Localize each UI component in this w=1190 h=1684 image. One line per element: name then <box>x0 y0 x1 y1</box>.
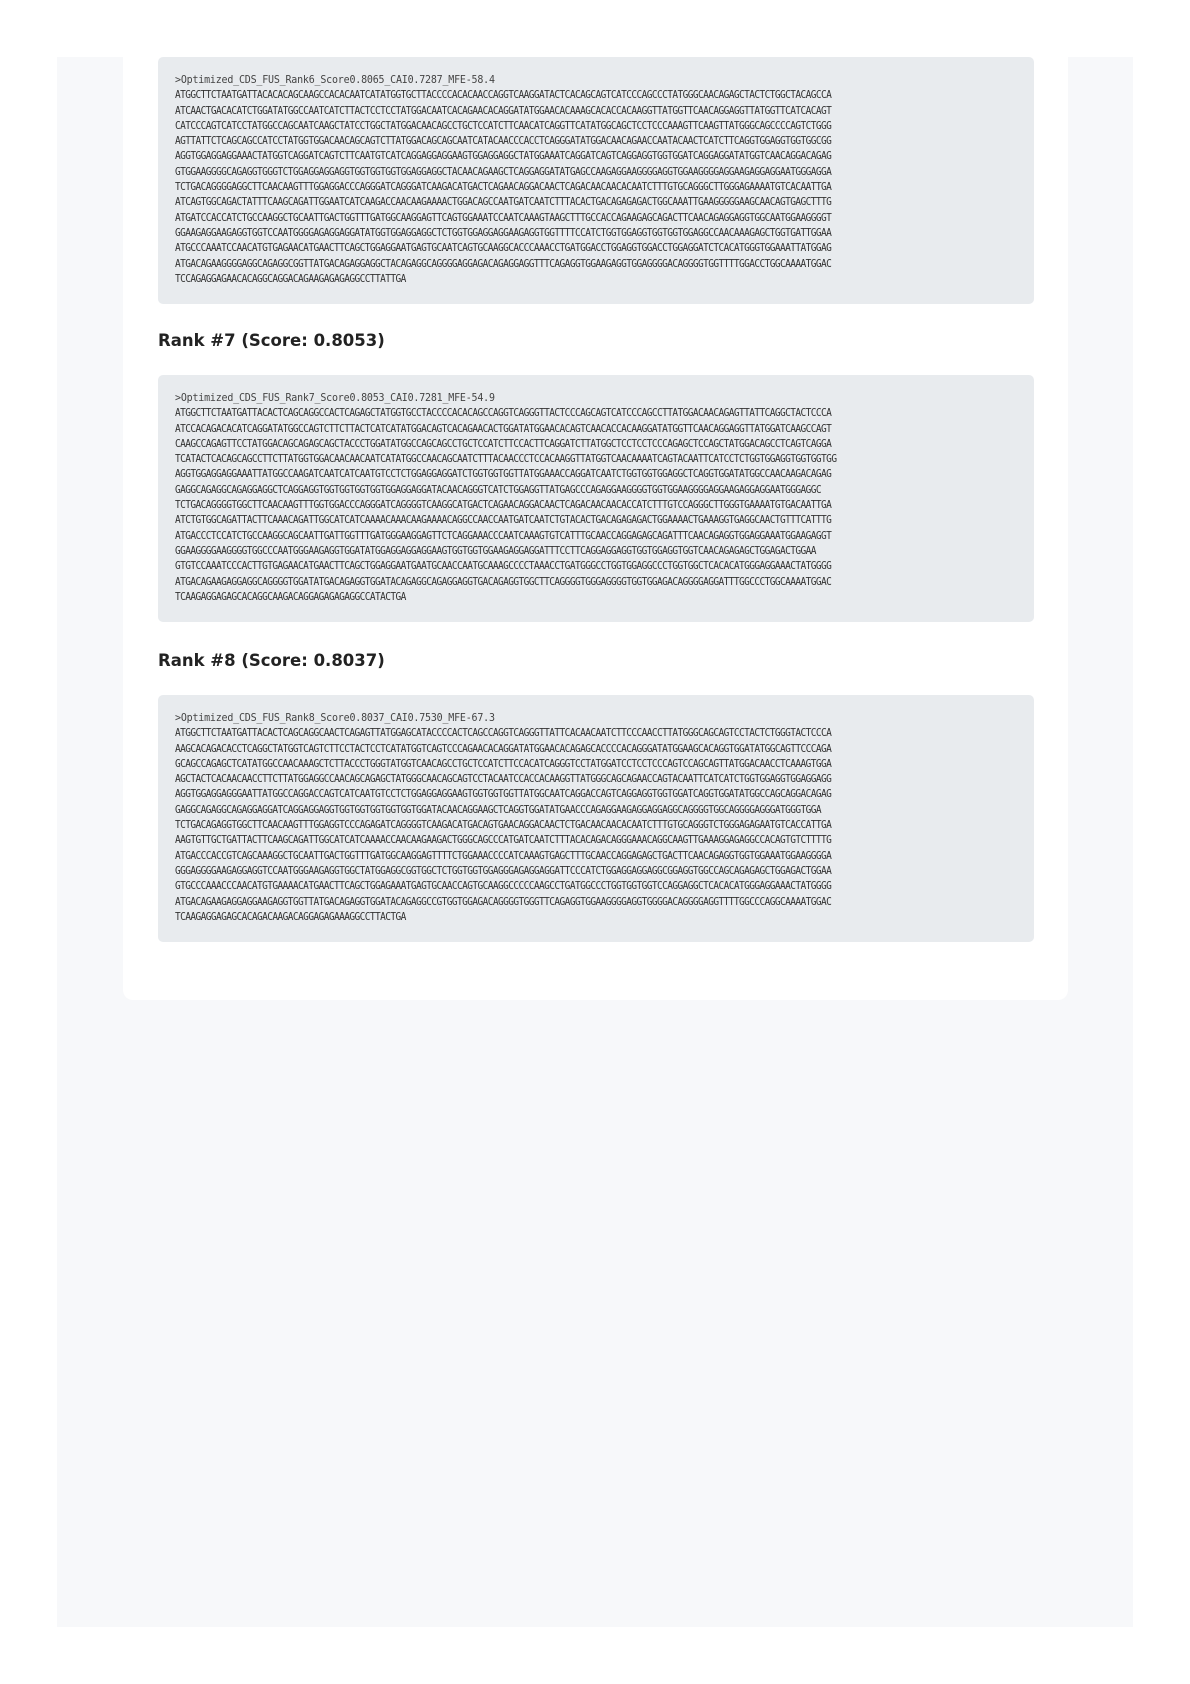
sequence-line: GGAAGAGGAAGAGGTGGTCCAATGGGGAGAGGAGGATATGGTGGAGGAGGCTCTGGTGGAGGAGGAAGAGGTGGTTTTCCATCTGGTGGAGGTGGTGGTGGAGGCCAACAAAGAGCTGGTGATTGGAA <box>175 227 832 239</box>
sequence-line: GCAGCCAGAGCTCATATGGCCAACAAAGCTCTTACCCTGGGTATGGTCAACAGCCTGCTCCATCTTCCACATCAGGGTCCTATGGATCCTCCTCCCAGTCCAGCAGTTATGGACAACCTCAAAGTGGA <box>175 758 832 770</box>
sequence-line: GAGGCAGAGGCAGAGGAGGCTCAGGAGGTGGTGGTGGTGGTGGAGGAGGATACAACAGGGTCATCTGGAGGTTATGAGCCCAGAGGAAGGGGTGGTGGAAGGGGAGGAAGAGGAGGAATGGGAGGC <box>175 484 822 496</box>
sequence-line: ATGGCTTCTAATGATTACACACAGCAAGCCACACAATCATATGGTGCTTACCCCACACAACCAGGTCAAGGATACTCACAGCAGTCATCCCAGCCCTATGGGCAACAGAGCTACTCTGGCTACAGCCA <box>175 90 832 102</box>
sequence-block-rank8 <box>158 695 1034 942</box>
sequence-line: GTGGAAGGGGCAGAGGTGGGTCTGGAGGAGGAGGTGGTGGTGGTGGAGGAGGCTACAACAGAAGCTCAGGAGGATATGAGCCAAGAGGAAGGGGAGGTGGAAGGGGAGGAAGAGGAGGAATGGGAGGA <box>175 166 832 178</box>
sequence-line: GGAAGGGGAAGGGGTGGCCCAATGGGAAGAGGTGGATATGGAGGAGGAGGAAGTGGTGGTGGAAGAGGAGGATTTCCTTCAGGAGGAGGTGGTGGAGGTGGTCAACAGAGAGCTGGAGACTGGAA <box>175 545 816 557</box>
sequence-line: TCAAGAGGAGAGCACAGACAAGACAGGAGAGAAAGGCCTTACTGA <box>175 911 406 923</box>
sequence-line: CATCCCAGTCATCCTATGGCCAGCAATCAAGCTATCCTGGCTATGGACAACAGCCTGCTCCATCTTCAACATCAGGTTCATATGGCAGCTCCTCCCAAAGTTCAAGTTATGGGCAGCCCCAGTCTGGG <box>175 120 832 132</box>
rank-title: Rank #7 (Score: 0.8053) <box>158 331 385 350</box>
sequence-line: ATGACCCTCCATCTGCCAAGGCAGCAATTGATTGGTTTGATGGGAAGGAGTTCTCAGGAAACCCAATCAAAGTGTCATTTGCAACCAGGAGAGCAGATTTCAACAGAGGTGGAGGAAATGGAAGAGGT <box>175 530 832 542</box>
sequence-line: ATCCACAGACACATCAGGATATGGCCAGTCTTCTTACTCATCATATGGACAGTCACAGAACACTGGATATGGAACACAGTCAACACCACAAGGATATGGTTCAACAGGAGGTTATGGATCAAGCCAGT <box>175 423 832 435</box>
sequence-line: GGGAGGGGAAGAGGAGGTCCAATGGGAAGAGGTGGCTATGGAGGCGGTGGCTCTGGTGGTGGAGGGAGAGGAGGATTCCCATCTGGAGGAGGAGGCGGAGGTGGCCAGCAGAGAGCTGGAGACTGGAA <box>175 865 832 877</box>
sequence-line: CAAGCCAGAGTTCCTATGGACAGCAGAGCAGCTACCCTGGATATGGCCAGCAGCCTGCTCCATCTTCCACTTCAGGATCTTATGGCTCCTCCTCCCAGAGCTCCAGCTATGGACAGCCTCAGTCAGGA <box>175 438 832 450</box>
sequence-line: ATGACAGAAGGGGAGGCAGAGGCGGTTATGACAGAGGAGGCTACAGAGGCAGGGGAGGAGACAGAGGAGGTTTCAGAGGTGGAAGAGGTGGAGGGGACAGGGGTGGTTTTGGACCTGGCAAAATGGAC <box>175 258 832 270</box>
sequence-line: AGCTACTCACAACAACCTTCTTATGGAGGCCAACAGCAGAGCTATGGGCAACAGCAGTCCTACAATCCACCACAAGGTTATGGGCAGCAGAACCAGTACAATTCATCATCTGGTGGAGGTGGAGGAGG <box>175 774 832 786</box>
sequence-block-rank7 <box>158 375 1034 622</box>
sequence-line: ATGCCCAAATCCAACATGTGAGAACATGAACTTCAGCTGGAGGAATGAGTGCAATCAGTGCAAGGCACCCAAACCTGATGGACCTGGAGGTGGACCTGGAGGATCTCACATGGGTGGAAATTATGGAG <box>175 243 832 255</box>
fasta-header: >Optimized_CDS_FUS_Rank8_Score0.8037_CAI0.7530_MFE-67.3 <box>175 713 495 724</box>
sequence-line: ATGACCCACCGTCAGCAAAGGCTGCAATTGACTGGTTTGATGGCAAGGAGTTTTCTGGAAACCCCATCAAAGTGAGCTTTGCAACCAGGAGAGCTGACTTCAACAGAGGTGGTGGAAATGGAAGGGGA <box>175 850 832 862</box>
sequence-line: ATGGCTTCTAATGATTACACTCAGCAGGCCACTCAGAGCTATGGTGCCTACCCCACACAGCCAGGTCAGGGTTACTCCCAGCAGTCATCCCAGCCTTATGGACAACAGAGTTATTCAGGCTACTCCCA <box>175 408 832 420</box>
sequence-line: ATGACAGAAGAGGAGGCAGGGGTGGATATGACAGAGGTGGATACAGAGGCAGAGGAGGTGACAGAGGTGGCTTCAGGGGTGGGAGGGGTGGTGGAGACAGGGGAGGATTTGGCCCTGGCAAAATGGAC <box>175 576 832 588</box>
sequence-line: TCCAGAGGAGAACACAGGCAGGACAGAAGAGAGAGGCCTTATTGA <box>175 273 406 285</box>
sequence-line: ATCTGTGGCAGATTACTTCAAACAGATTGGCATCATCAAAACAAACAAGAAAACAGGCCAACCAATGATCAATCTGTACACTGACAGAGAGACTGGAAAACTGAAAGGTGAGGCAACTGTTTCATTTG <box>175 515 832 527</box>
sequence-line: GAGGCAGAGGCAGAGGAGGATCAGGAGGAGGTGGTGGTGGTGGTGGTGGATACAACAGGAAGCTCAGGTGGATATGAACCCAGAGGAAGAGGAGGAGGCAGGGGTGGCAGGGGAGGGATGGGTGGA <box>175 804 822 816</box>
rank-title: Rank #8 (Score: 0.8037) <box>158 651 385 670</box>
sequence-line: GTGTCCAAATCCCACTTGTGAGAACATGAACTTCAGCTGGAGGAATGAATGCAACCAATGCAAAGCCCCTAAACCTGATGGGCCTGGTGGAGGCCCTGGTGGCTCACACATGGGAGGAAACTATGGGG <box>175 561 832 573</box>
sequence-line: GTGCCCAAACCCAACATGTGAAAACATGAACTTCAGCTGGAGAAATGAGTGCAACCAGTGCAAGGCCCCCAAGCCTGATGGCCCTGGTGGTGGTCCAGGAGGCTCACACATGGGAGGAAACTATGGGG <box>175 881 832 893</box>
sequence-line: TCTGACAGGGGAGGCTTCAACAAGTTTGGAGGACCCAGGGATCAGGGATCAAGACATGACTCAGAACAGGACAACTCAGACAACAACACAATCTTTGTGCAGGGCTTGGGAGAAAATGTCACAATTGA <box>175 182 832 194</box>
sequence-line: TCTGACAGAGGTGGCTTCAACAAGTTTGGAGGTCCCAGAGATCAGGGGTCAAGACATGACAGTGAACAGGACAACTCTGACAACAACACAATCTTTGTGCAGGGTCTGGGAGAGAATGTCACCATTGA <box>175 820 832 832</box>
sequence-line: ATGACAGAAGAGGAGGAAGAGGTGGTTATGACAGAGGTGGATACAGAGGCCGTGGTGGAGACAGGGGTGGGTTCAGAGGTGGAAGGGGAGGTGGGGACAGGGGAGGTTTTGGCCCAGGCAAAATGGAC <box>175 896 832 908</box>
sequence-line: TCTGACAGGGGTGGCTTCAACAAGTTTGGTGGACCCAGGGATCAGGGGTCAAGGCATGACTCAGAACAGGACAACTCAGACAACAACACCATCTTTGTCCAGGGCTTGGGTGAAAATGTGACAATTGA <box>175 500 832 512</box>
sequence-line: AGGTGGAGGAGGAAATTATGGCCAAGATCAATCATCAATGTCCTCTGGAGGAGGATCTGGTGGTGGTTATGGAAACCAGGATCAATCTGGTGGTGGAGGCTCAGGTGGATATGGCCAACAAGACAGAG <box>175 469 832 481</box>
sequence-line: ATCAACTGACACATCTGGATATGGCCAATCATCTTACTCCTCCTATGGACAATCACAGAACACAGGATATGGAACACAAAGCACACCACAAGGTTATGGTTCAACAGGAGGTTATGGTTCATCACAGT <box>175 105 832 117</box>
sequence-line: ATGGCTTCTAATGATTACACTCAGCAGGCAACTCAGAGTTATGGAGCATACCCCACTCAGCCAGGTCAGGGTTATTCACAACAATCTTCCCAACCTTATGGGCAGCAGTCCTACTCTGGGTACTCCCA <box>175 728 832 740</box>
sequence-line: AGGTGGAGGAGGAAACTATGGTCAGGATCAGTCTTCAATGTCATCAGGAGGAGGAAGTGGAGGAGGCTATGGAAATCAGGATCAGTCAGGAGGTGGTGGATCAGGAGGATATGGTCAACAGGACAGAG <box>175 151 832 163</box>
sequence-line: AGTTATTCTCAGCAGCCATCCTATGGTGGACAACAGCAGTCTTATGGACAGCAGCAATCATACAACCCACCTCAGGGATATGGACAACAGAACCAATACAACTCATCTTCAGGTGGAGGTGGTGGCGG <box>175 136 832 148</box>
sequence-line: TCATACTCACAGCAGCCTTCTTATGGTGGACAACAACAATCATATGGCCAACAGCAATCTTTACAACCCTCCACAAGGTTATGGTCAACAAAATCAGTACAATTCATCCTCTGGTGGAGGTGGTGGTGG <box>175 454 837 466</box>
sequence-line: AGGTGGAGGAGGGAATTATGGCCAGGACCAGTCATCAATGTCCTCTGGAGGAGGAAGTGGTGGTGGTTATGGCAATCAGGACCAGTCAGGAGGTGGTGGATCAGGTGGATATGGCCAGCAGGACAGAG <box>175 789 832 801</box>
sequence-line: TCAAGAGGAGAGCACAGGCAAGACAGGAGAGAGAGGCCATACTGA <box>175 591 406 603</box>
sequence-line: AAGTGTTGCTGATTACTTCAAGCAGATTGGCATCATCAAAACCAACAAGAAGACTGGGCAGCCCATGATCAATCTTTACACAGACAGGGAAACAGGCAAGTTGAAAGGAGAGGCCACAGTGTCTTTTG <box>175 835 832 847</box>
fasta-header: >Optimized_CDS_FUS_Rank6_Score0.8065_CAI0.7287_MFE-58.4 <box>175 75 495 86</box>
sequence-line: ATCAGTGGCAGACTATTTCAAGCAGATTGGAATCATCAAGACCAACAAGAAAACTGGACAGCCAATGATCAATCTTTACACTGACAGAGAGACTGGCAAATTGAAGGGGGAAGCAACAGTGAGCTTTG <box>175 197 832 209</box>
sequence-line: AAGCACAGACACCTCAGGCTATGGTCAGTCTTCCTACTCCTCATATGGTCAGTCCCAGAACACAGGATATGGAACACAGAGCACCCCACAGGGATATGGAAGCACAGGTGGATATGGCAGTTCCCAGA <box>175 743 832 755</box>
sequence-line: ATGATCCACCATCTGCCAAGGCTGCAATTGACTGGTTTGATGGCAAGGAGTTCAGTGGAAATCCAATCAAAGTAAGCTTTGCCACCAGAAGAGCAGACTTCAACAGAGGAGGTGGCAATGGAAGGGGT <box>175 212 832 224</box>
sequence-block-rank6 <box>158 57 1034 304</box>
fasta-header: >Optimized_CDS_FUS_Rank7_Score0.8053_CAI0.7281_MFE-54.9 <box>175 393 495 404</box>
